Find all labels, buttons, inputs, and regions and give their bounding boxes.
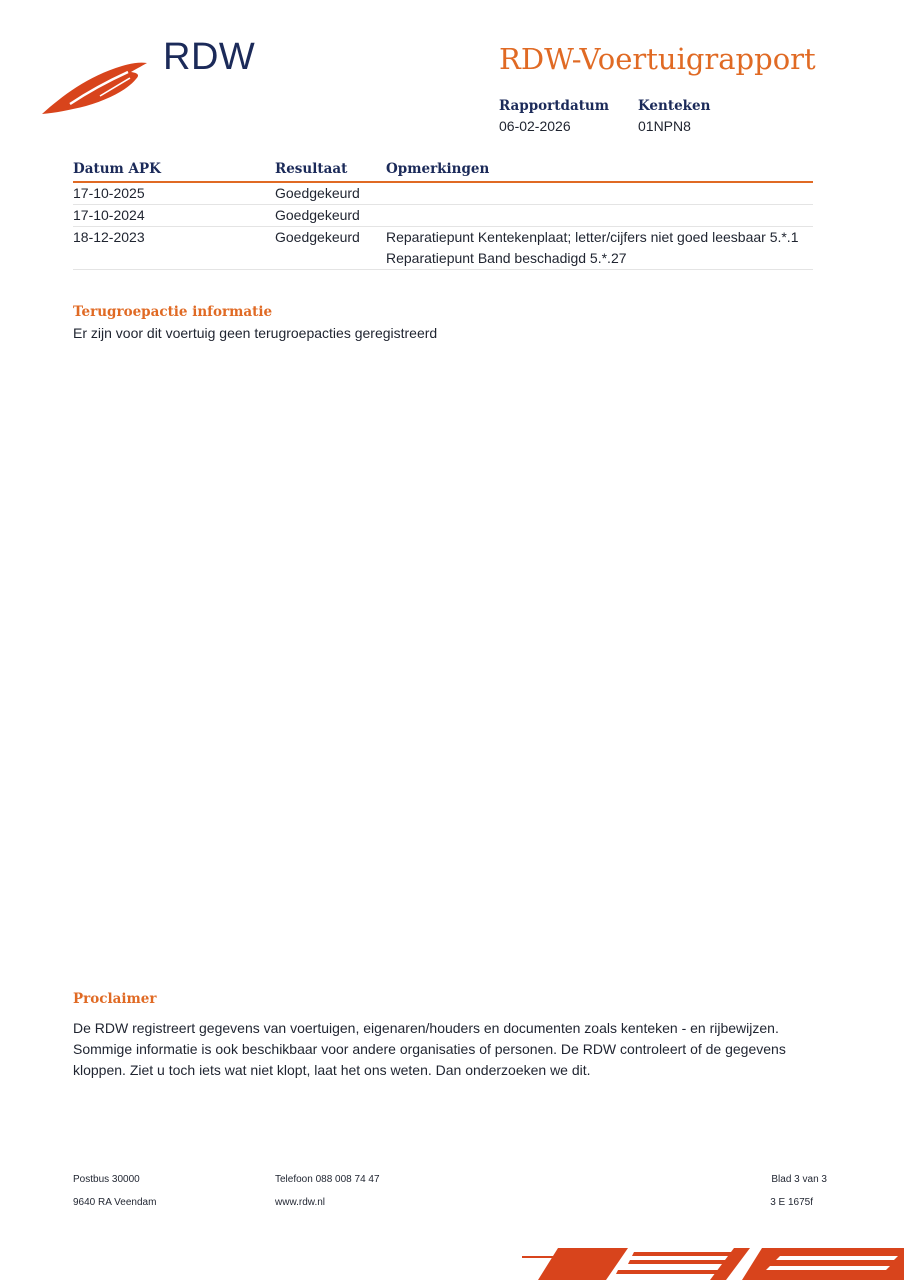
footer-page-number: Blad 3 van 3: [771, 1174, 827, 1185]
license-plate-value: 01NPN8: [638, 118, 691, 134]
footer-website: www.rdw.nl: [275, 1197, 326, 1208]
table-row: [73, 183, 813, 205]
remark-line: Reparatiepunt Kentekenplaat; letter/cijfers niet goed leesbaar 5.*.1: [386, 229, 799, 245]
apk-remarks: [386, 227, 813, 269]
apk-result: Goedgekeurd: [275, 229, 360, 245]
apk-result: Goedgekeurd: [275, 207, 360, 223]
recall-text: Er zijn voor dit voertuig geen terugroepacties geregistreerd: [73, 325, 438, 341]
proclaimer-line: De RDW registreert gegevens van voertuigen, eigenaren/houders en documenten zoals kenteken - en rijbewijzen.: [73, 1020, 779, 1036]
table-header: [73, 159, 813, 183]
report-date-label: Rapportdatum: [499, 98, 610, 114]
proclaimer-line: kloppen. Ziet u toch iets wat niet klopt, laat het ons weten. Dan onderzoeken we dit.: [73, 1062, 591, 1078]
footer-address-2: 9640 RA Veendam: [73, 1197, 157, 1208]
apk-remarks: [386, 183, 813, 204]
report-date-value: 06-02-2026: [499, 118, 571, 134]
table-row: [73, 205, 813, 227]
footer-code: 3 E 1675f: [770, 1197, 813, 1208]
table-row: [73, 227, 813, 270]
column-header-remarks: Opmerkingen: [386, 161, 490, 177]
license-plate-label: Kenteken: [638, 98, 711, 114]
footer-address-1: Postbus 30000: [73, 1174, 140, 1185]
apk-table: [73, 159, 813, 270]
proclaimer-text: [73, 1018, 833, 1081]
proclaimer-title: Proclaimer: [73, 991, 157, 1007]
remark-line: Reparatiepunt Band beschadigd 5.*.27: [386, 250, 627, 266]
footer-phone: Telefoon 088 008 74 47: [275, 1174, 380, 1185]
rdw-stripes-icon: [518, 1244, 904, 1280]
apk-result: Goedgekeurd: [275, 185, 360, 201]
apk-date: 17-10-2025: [73, 185, 145, 201]
column-header-date: Datum APK: [73, 161, 161, 177]
apk-date: 17-10-2024: [73, 207, 145, 223]
column-header-result: Resultaat: [275, 161, 348, 177]
report-title: RDW-Voertuigrapport: [499, 42, 816, 76]
apk-date: 18-12-2023: [73, 229, 145, 245]
recall-section-title: Terugroepactie informatie: [73, 304, 273, 320]
proclaimer-line: Sommige informatie is ook beschikbaar voor andere organisaties of personen. De RDW controleert of de gegevens: [73, 1041, 786, 1057]
apk-remarks: [386, 205, 813, 226]
rdw-logo-icon: [40, 58, 150, 116]
brand-name: RDW: [163, 36, 256, 78]
